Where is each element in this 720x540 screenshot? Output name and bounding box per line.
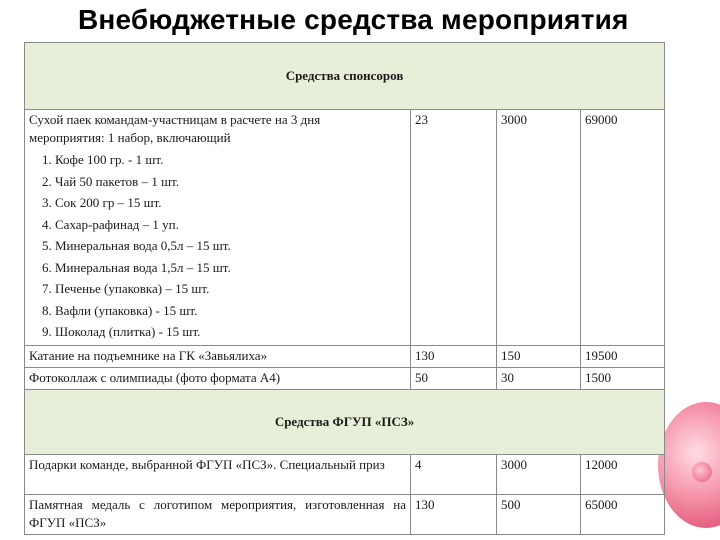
slide-title: Внебюджетные средства мероприятия (78, 4, 629, 35)
cell-description: Подарки команде, выбранной ФГУП «ПСЗ». Специальный приз (25, 455, 411, 495)
budget-table (24, 42, 665, 535)
table-row-gifts (25, 455, 665, 495)
cell-total: 12000 (581, 455, 665, 495)
list-item: 9. Шоколад (плитка) - 15 шт. (55, 321, 406, 343)
cell-quantity: 23 (411, 110, 497, 346)
cell-total: 69000 (581, 110, 665, 346)
section-header-sponsors (25, 43, 665, 110)
list-item: 7. Печенье (упаковка) – 15 шт. (55, 278, 406, 300)
section-header-fgup (25, 390, 665, 455)
food-description-line2: мероприятия: 1 набор, включающий (29, 130, 231, 145)
cell-quantity: 130 (411, 346, 497, 368)
cell-price: 150 (497, 346, 581, 368)
table-row-collage (25, 368, 665, 390)
cell-description: Памятная медаль с логотипом мероприятия, изготовленная на ФГУП «ПСЗ» (25, 495, 411, 535)
cell-price: 3000 (497, 110, 581, 346)
cell-price: 3000 (497, 455, 581, 495)
table-row-lift (25, 346, 665, 368)
cell-price: 500 (497, 495, 581, 535)
table-row-food (25, 110, 665, 346)
cell-quantity: 130 (411, 495, 497, 535)
list-item: 6. Минеральная вода 1,5л – 15 шт. (55, 257, 406, 279)
food-items-list (29, 149, 406, 343)
cell-description: Фотоколлаж с олимпиады (фото формата А4) (25, 368, 411, 390)
list-item: 4. Сахар-рафинад – 1 уп. (55, 214, 406, 236)
section-title-fgup: Средства ФГУП «ПСЗ» (25, 390, 665, 455)
cell-total: 1500 (581, 368, 665, 390)
list-item: 5. Минеральная вода 0,5л – 15 шт. (55, 235, 406, 257)
cell-quantity: 50 (411, 368, 497, 390)
cell-description (25, 110, 411, 346)
decorative-blob (658, 402, 720, 528)
decorative-dot (692, 462, 712, 482)
cell-quantity: 4 (411, 455, 497, 495)
list-item: 2. Чай 50 пакетов – 1 шт. (55, 171, 406, 193)
cell-total: 19500 (581, 346, 665, 368)
table-row-medal (25, 495, 665, 535)
cell-total: 65000 (581, 495, 665, 535)
list-item: 3. Сок 200 гр – 15 шт. (55, 192, 406, 214)
list-item: 8. Вафли (упаковка) - 15 шт. (55, 300, 406, 322)
section-title-sponsors: Средства спонсоров (25, 43, 665, 110)
cell-description: Катание на подъемнике на ГК «Завьялиха» (25, 346, 411, 368)
list-item: 1. Кофе 100 гр. - 1 шт. (55, 149, 406, 171)
cell-price: 30 (497, 368, 581, 390)
food-description-line1: Сухой паек командам-участницам в расчете на 3 дня (29, 112, 321, 127)
